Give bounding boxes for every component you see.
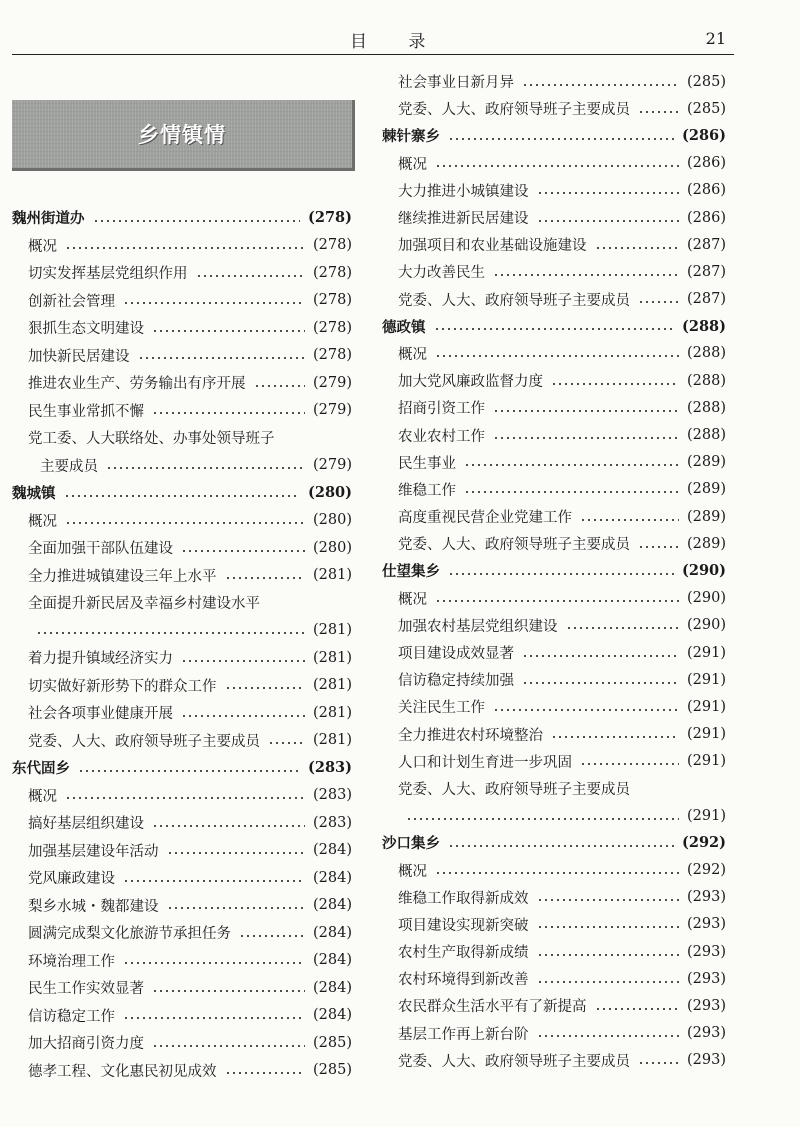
toc-entry: [12, 232, 352, 260]
dot-leader: [239, 934, 305, 938]
dot-leader: [537, 898, 680, 902]
toc-page-number: (293): [687, 1052, 726, 1069]
toc-page-number: (293): [687, 970, 726, 987]
dot-leader: [638, 545, 679, 549]
toc-entry: [12, 974, 352, 1002]
dot-leader: [65, 521, 305, 525]
toc-page-number: (291): [687, 726, 726, 743]
toc-entry-text: 社会各项事业健康开展: [28, 706, 173, 723]
toc-entry: [382, 802, 726, 829]
toc-entry: [12, 507, 352, 535]
toc-entry: [382, 612, 726, 639]
toc-page-number: (291): [687, 807, 726, 824]
toc-page-number: (289): [687, 481, 726, 498]
toc-page-number: (284): [313, 842, 352, 859]
toc-page-number: (280): [313, 539, 352, 556]
toc-entry-text: 全力推进农村环境整治: [398, 727, 543, 744]
toc-entry: [12, 672, 352, 700]
toc-entry: [382, 449, 726, 476]
dot-leader: [522, 654, 679, 658]
toc-page-number: (293): [687, 916, 726, 933]
dot-leader: [551, 382, 679, 386]
toc-entry: [382, 476, 726, 503]
toc-entry-text: 加强基层建设年活动: [28, 843, 159, 860]
toc-entry-text: 党委、人大、政府领导班子主要成员: [398, 537, 630, 554]
dot-leader: [566, 626, 680, 630]
toc-page-number: (285): [313, 1062, 352, 1079]
toc-entry: [382, 340, 726, 367]
toc-page-number: (279): [313, 402, 352, 419]
toc-entry: [12, 727, 352, 755]
toc-town-entry: [382, 313, 726, 340]
toc-page-number: (284): [313, 897, 352, 914]
toc-page-number: (291): [687, 698, 726, 715]
toc-page-number: (288): [682, 317, 726, 335]
dot-leader: [78, 769, 300, 773]
toc-entry-text: 项目建设成效显著: [398, 646, 514, 663]
dot-leader: [181, 659, 305, 663]
dot-leader: [123, 301, 305, 305]
dot-leader: [152, 329, 305, 333]
dot-leader: [537, 1034, 680, 1038]
dot-leader: [537, 925, 680, 929]
page-header: [12, 0, 734, 50]
toc-page-number: (289): [687, 454, 726, 471]
dot-leader: [638, 300, 679, 304]
page-title: 目 录: [350, 32, 444, 52]
toc-entry: [382, 231, 726, 258]
toc-page-number: (286): [687, 155, 726, 172]
toc-entry-text: 基层工作再上新台阶: [398, 1026, 529, 1043]
dot-leader: [406, 817, 679, 821]
dot-leader: [638, 110, 679, 114]
toc-entry-text: 党委、人大、政府领导班子主要成员: [398, 781, 630, 798]
toc-page-number: (290): [682, 562, 726, 580]
toc-page-number: (288): [687, 372, 726, 389]
toc-page-number: (286): [687, 182, 726, 199]
toc-entry: [382, 938, 726, 965]
toc-page-number: (286): [687, 209, 726, 226]
toc-entry-text: 大力推进小城镇建设: [398, 183, 529, 200]
toc-page-number: (283): [308, 759, 352, 777]
toc-page-number: (289): [687, 508, 726, 525]
toc-page-number: (281): [313, 704, 352, 721]
toc-page-number: (278): [313, 264, 352, 281]
dot-leader: [537, 191, 680, 195]
toc-page-number: (285): [687, 73, 726, 90]
toc-entry-text: 加强项目和农业基础设施建设: [398, 238, 587, 255]
toc-entry-text: 着力提升镇域经济实力: [28, 651, 173, 668]
toc-page-number: (285): [687, 100, 726, 117]
toc-entry: [382, 503, 726, 530]
toc-entry-text: 信访稳定工作: [28, 1008, 115, 1025]
toc-entry-text: 仕望集乡: [382, 564, 440, 581]
toc-entry: [382, 911, 726, 938]
toc-entry: [12, 1002, 352, 1030]
dot-leader: [448, 572, 674, 576]
toc-entry-text: 加强农村基层党组织建设: [398, 618, 558, 635]
toc-entry: [12, 562, 352, 590]
dot-leader: [434, 327, 675, 331]
toc-entry: [382, 775, 726, 802]
toc-entry-text: 社会事业日新月异: [398, 75, 514, 92]
toc-page-number: (293): [687, 997, 726, 1014]
toc-entry: [12, 287, 352, 315]
toc-entry-text: 党委、人大、政府领导班子主要成员: [398, 1053, 630, 1070]
toc-entry-text: 民生事业常抓不懈: [28, 403, 144, 420]
toc-page-number: (288): [687, 427, 726, 444]
toc-entry: [382, 1047, 726, 1074]
toc-page-number: (284): [313, 924, 352, 941]
toc-entry: [382, 666, 726, 693]
toc-entry-text: 项目建设实现新突破: [398, 917, 529, 934]
toc-town-entry: [382, 829, 726, 856]
toc-entry-text: 农村生产取得新成绩: [398, 945, 529, 962]
toc-entry: [12, 782, 352, 810]
toc-entry-text: 概况: [398, 863, 427, 880]
toc-entry: [382, 992, 726, 1019]
dot-leader: [65, 796, 305, 800]
toc-entry: [382, 286, 726, 313]
toc-entry: [12, 699, 352, 727]
toc-entry: [382, 748, 726, 775]
toc-page-number: (288): [687, 345, 726, 362]
toc-entry: [382, 721, 726, 748]
toc-entry-text: 关注民生工作: [398, 700, 485, 717]
section-heading: 乡情镇情: [138, 123, 226, 147]
toc-page-number: (278): [313, 292, 352, 309]
toc-entry: [12, 534, 352, 562]
toc-entry: [12, 644, 352, 672]
toc-page-number: (293): [687, 943, 726, 960]
dot-leader: [448, 844, 674, 848]
toc-entry-text: 党委、人大、政府领导班子主要成员: [28, 733, 260, 750]
toc-entry-text: 民生事业: [398, 455, 456, 472]
toc-entry-text: 环境治理工作: [28, 953, 115, 970]
toc-entry: [12, 617, 352, 645]
toc-page-number: (292): [687, 862, 726, 879]
toc-entry-text: 推进农业生产、劳务输出有序开展: [28, 376, 246, 393]
toc-page-number: (280): [308, 484, 352, 502]
toc-entry: [382, 367, 726, 394]
dot-leader: [225, 576, 306, 580]
toc-entry-text: 魏州街道办: [12, 211, 85, 228]
toc-page-number: (284): [313, 869, 352, 886]
toc-page-number: (291): [687, 644, 726, 661]
dot-leader: [64, 494, 301, 498]
toc-entry-text: 德孝工程、文化惠民初见成效: [28, 1063, 217, 1080]
dot-leader: [152, 1044, 305, 1048]
toc-entry-text: 全面提升新民居及幸福乡村建设水平: [28, 596, 260, 613]
toc-entry-text: 信访稳定持续加强: [398, 673, 514, 690]
toc-entry: [12, 452, 352, 480]
toc-entry-text: 圆满完成梨文化旅游节承担任务: [28, 926, 231, 943]
dot-leader: [106, 466, 305, 470]
toc-entry-text: 棘针寨乡: [382, 129, 440, 146]
toc-entry-text: 主要成员: [40, 458, 98, 475]
toc-entry-text: 德政镇: [382, 319, 426, 336]
dot-leader: [65, 246, 305, 250]
toc-town-entry: [382, 557, 726, 584]
toc-page-number: (284): [313, 979, 352, 996]
dot-leader: [595, 246, 680, 250]
toc-page-number: (281): [313, 567, 352, 584]
dot-leader: [435, 164, 679, 168]
dot-leader: [493, 273, 679, 277]
dot-leader: [435, 871, 679, 875]
toc-page-number: (278): [313, 347, 352, 364]
dot-leader: [254, 384, 306, 388]
toc-entry-text: 人口和计划生育进一步巩固: [398, 754, 572, 771]
toc-entry-text: 概况: [398, 591, 427, 608]
toc-page-number: (278): [308, 209, 352, 227]
toc-page-number: (290): [687, 590, 726, 607]
toc-entry-text: 概况: [398, 156, 427, 173]
toc-entry: [12, 1057, 352, 1085]
toc-entry: [382, 258, 726, 285]
dot-leader: [522, 681, 679, 685]
toc-entry: [382, 965, 726, 992]
toc-page-number: (278): [313, 237, 352, 254]
dot-leader: [225, 1071, 306, 1075]
toc-entry: [12, 424, 352, 452]
toc-entry-text: 维稳工作取得新成效: [398, 890, 529, 907]
toc-entry: [382, 421, 726, 448]
toc-page-number: (280): [313, 512, 352, 529]
toc-entry-text: 全力推进城镇建设三年上水平: [28, 568, 217, 585]
header-rule: [12, 54, 734, 55]
toc-entry: [382, 856, 726, 883]
dot-leader: [36, 631, 305, 635]
dot-leader: [448, 137, 674, 141]
toc-entry-text: 切实发挥基层党组织作用: [28, 266, 188, 283]
toc-entry-text: 农业农村工作: [398, 428, 485, 445]
dot-leader: [138, 356, 306, 360]
dot-leader: [93, 219, 301, 223]
toc-entry: [382, 693, 726, 720]
toc-entry: [12, 1029, 352, 1057]
toc-town-entry: [12, 479, 352, 507]
toc-page-number: (291): [687, 753, 726, 770]
dot-leader: [152, 989, 305, 993]
toc-entry-text: 沙口集乡: [382, 836, 440, 853]
dot-leader: [464, 463, 679, 467]
dot-leader: [537, 980, 680, 984]
toc-town-entry: [12, 204, 352, 232]
toc-page-number: (281): [313, 732, 352, 749]
toc-town-entry: [382, 122, 726, 149]
toc-entry-text: 全面加强干部队伍建设: [28, 541, 173, 558]
toc-entry: [12, 369, 352, 397]
dot-leader: [225, 686, 306, 690]
toc-entry-text: 党委、人大、政府领导班子主要成员: [398, 102, 630, 119]
toc-entry-text: 民生工作实效显著: [28, 981, 144, 998]
toc-page-number: (293): [687, 889, 726, 906]
toc-entry-text: 东代固乡: [12, 761, 70, 778]
toc-entry: [12, 864, 352, 892]
toc-entry-text: 党风廉政建设: [28, 871, 115, 888]
dot-leader: [435, 599, 679, 603]
toc-entry: [382, 639, 726, 666]
toc-page-number: (287): [687, 263, 726, 280]
dot-leader: [522, 83, 679, 87]
toc-entry-text: 维稳工作: [398, 482, 456, 499]
dot-leader: [268, 741, 305, 745]
dot-leader: [123, 1016, 305, 1020]
dot-leader: [435, 354, 679, 358]
dot-leader: [464, 490, 679, 494]
dot-leader: [551, 735, 679, 739]
toc-page-number: (291): [687, 671, 726, 688]
toc-entry-text: 概况: [398, 346, 427, 363]
toc-entry: [12, 589, 352, 617]
toc-page-number: (284): [313, 952, 352, 969]
toc-entry: [382, 204, 726, 231]
toc-entry: [12, 314, 352, 342]
toc-entry-text: 魏城镇: [12, 486, 56, 503]
dot-leader: [493, 409, 679, 413]
toc-entry-text: 招商引资工作: [398, 401, 485, 418]
toc-page-number: (278): [313, 319, 352, 336]
toc-entry-text: 党委、人大、政府领导班子主要成员: [398, 292, 630, 309]
toc-entry: [382, 95, 726, 122]
toc-page-number: (290): [687, 617, 726, 634]
toc-entry-text: 加大党风廉政监督力度: [398, 374, 543, 391]
toc-entry: [12, 259, 352, 287]
toc-page-number: (287): [687, 291, 726, 308]
toc-entry-text: 创新社会管理: [28, 293, 115, 310]
toc-entry-text: 狠抓生态文明建设: [28, 321, 144, 338]
toc-page-number: (287): [687, 236, 726, 253]
toc-entry: [12, 342, 352, 370]
toc-entry-text: 农民群众生活水平有了新提高: [398, 999, 587, 1016]
toc-town-entry: [12, 754, 352, 782]
toc-entry: [382, 1020, 726, 1047]
page-number: 21: [705, 29, 726, 48]
toc-entry-text: 高度重视民营企业党建工作: [398, 510, 572, 527]
toc-entry-text: 加大招商引资力度: [28, 1036, 144, 1053]
toc-entry: [382, 177, 726, 204]
dot-leader: [181, 549, 305, 553]
toc-entry-text: 大力改善民生: [398, 265, 485, 282]
toc-entry: [12, 397, 352, 425]
toc-entry: [12, 947, 352, 975]
toc-page-number: (284): [313, 1007, 352, 1024]
toc-page-number: (283): [313, 787, 352, 804]
toc-page-number: (293): [687, 1025, 726, 1042]
toc-entry-text: 继续推进新民居建设: [398, 211, 529, 228]
dot-leader: [638, 1061, 679, 1065]
toc-entry: [12, 809, 352, 837]
toc-page-number: (281): [313, 622, 352, 639]
toc-page-number: (286): [682, 127, 726, 145]
dot-leader: [537, 219, 680, 223]
toc-entry: [12, 837, 352, 865]
toc-entry-text: 概况: [28, 238, 57, 255]
toc-entry-text: 切实做好新形势下的群众工作: [28, 678, 217, 695]
toc-page-number: (281): [313, 649, 352, 666]
dot-leader: [123, 961, 305, 965]
dot-leader: [580, 518, 679, 522]
dot-leader: [152, 411, 305, 415]
toc-entry-text: 梨乡水城・魏都建设: [28, 898, 159, 915]
toc-entry-text: 概况: [28, 513, 57, 530]
toc-page-number: (289): [687, 535, 726, 552]
toc-entry: [382, 884, 726, 911]
toc-entry: [382, 394, 726, 421]
toc-right-column: [382, 68, 726, 1074]
toc-page-number: (283): [313, 814, 352, 831]
toc-entry: [382, 585, 726, 612]
toc-entry: [12, 892, 352, 920]
dot-leader: [580, 762, 679, 766]
section-heading-box: [12, 100, 355, 171]
dot-leader: [167, 851, 306, 855]
toc-page-number: (279): [313, 457, 352, 474]
toc-page-number: (292): [682, 834, 726, 852]
toc-entry-text: 党工委、人大联络处、办事处领导班子: [28, 431, 275, 448]
dot-leader: [167, 906, 306, 910]
dot-leader: [152, 824, 305, 828]
toc-entry-text: 概况: [28, 788, 57, 805]
dot-leader: [181, 714, 305, 718]
toc-page-number: (281): [313, 677, 352, 694]
toc-entry-text: 搞好基层组织建设: [28, 816, 144, 833]
toc-page-number: (288): [687, 399, 726, 416]
dot-leader: [493, 708, 679, 712]
dot-leader: [123, 879, 305, 883]
toc-page-number: (285): [313, 1034, 352, 1051]
toc-entry-text: 加快新民居建设: [28, 348, 130, 365]
toc-entry: [382, 530, 726, 557]
toc-page-number: (279): [313, 374, 352, 391]
dot-leader: [595, 1007, 680, 1011]
toc-entry: [382, 68, 726, 95]
toc-entry: [12, 919, 352, 947]
dot-leader: [493, 436, 679, 440]
dot-leader: [537, 953, 680, 957]
dot-leader: [196, 274, 306, 278]
toc-entry: [382, 150, 726, 177]
toc-entry-text: 农村环境得到新改善: [398, 972, 529, 989]
toc-left-column: [12, 204, 352, 1084]
